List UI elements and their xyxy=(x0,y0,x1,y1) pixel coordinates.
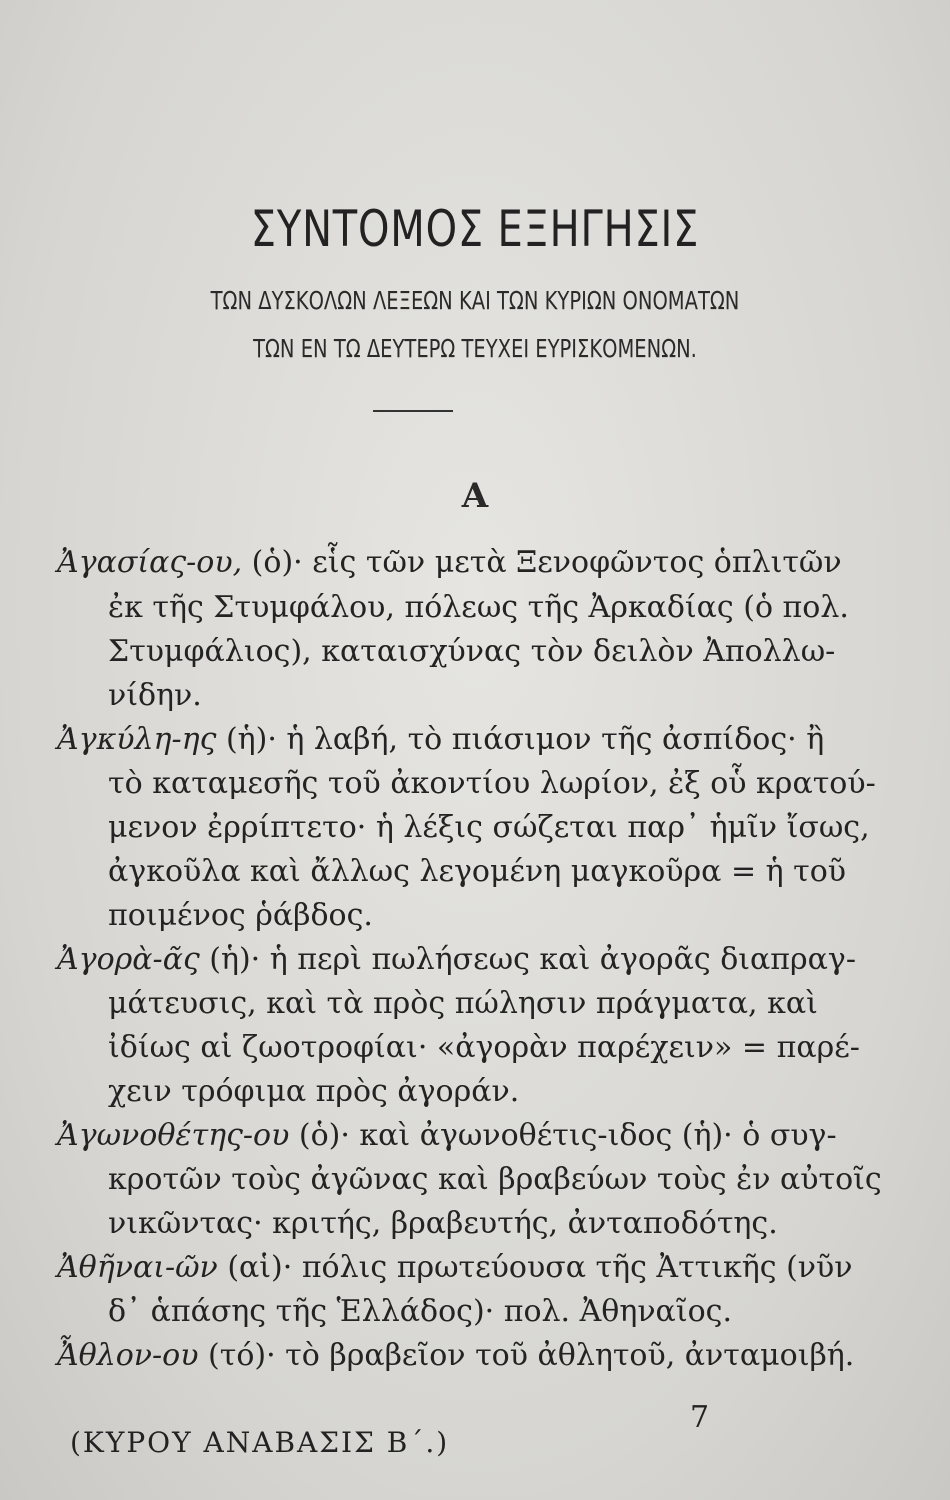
entry-line xyxy=(57,1338,854,1373)
entry-line xyxy=(108,986,818,1021)
section-letter: Α xyxy=(461,476,489,516)
entry-line xyxy=(108,1294,732,1329)
entry-lemma: Ἀγορὰ-ᾶς xyxy=(57,942,200,977)
entry-line xyxy=(108,590,849,625)
entry-line xyxy=(57,942,856,977)
entry-line xyxy=(57,722,824,757)
entry-text: μενον ἐρρίπτετο· ἡ λέξις σώζεται παρ᾽ ἡμῖν ἴσως, xyxy=(108,810,870,845)
entry-text: μάτευσις, καὶ τὰ πρὸς πώλησιν πράγματα, καὶ xyxy=(108,986,818,1021)
entry-text: (τό)· τὸ βραβεῖον τοῦ ἀθλητοῦ, ἀνταμοιβή. xyxy=(198,1338,855,1373)
entry-text: δ᾽ ἁπάσης τῆς Ἑλλάδος)· πολ. Ἀθηναῖος. xyxy=(108,1294,732,1329)
entry-line xyxy=(108,898,373,933)
entry-lemma: Ἆθλον-ου xyxy=(57,1338,199,1373)
entry-text: ποιμένος ῥάβδος. xyxy=(108,898,373,933)
subtitle-line-2: ΤΩΝ ΕΝ ΤΩ ΔΕΥΤΕΡΩ ΤΕΥΧΕΙ ΕΥΡΙΣΚΟΜΕΝΩΝ. xyxy=(253,334,697,363)
signature-number: 7 xyxy=(690,1400,710,1435)
entry-line xyxy=(57,1118,837,1153)
entry-text: κροτῶν τοὺς ἀγῶνας καὶ βραβεύων τοὺς ἐν αὐτοῖς xyxy=(108,1162,882,1197)
printer-signature: (ΚΥΡΟΥ ΑΝΑΒΑΣΙΣ Β΄.) xyxy=(70,1426,450,1459)
entry-line xyxy=(108,766,876,801)
entry-line xyxy=(108,1074,519,1109)
entry-line xyxy=(108,854,846,889)
entry-text: ἐκ τῆς Στυμφάλου, πόλεως τῆς Ἀρκαδίας (ὁ πολ. xyxy=(108,590,849,625)
entry-text: (ἡ)· ἡ λαβή, τὸ πιάσιμον τῆς ἀσπίδος· ἢ xyxy=(216,722,825,757)
entry-text: νικῶντας· κριτής, βραβευτής, ἀνταποδότης. xyxy=(108,1206,778,1241)
subtitle-line-1: ΤΩΝ ΔΥΣΚΟΛΩΝ ΛΕΞΕΩΝ ΚΑΙ ΤΩΝ ΚΥΡΙΩΝ ΟΝΟΜΑΤΩΝ xyxy=(210,286,740,315)
entry-text: τὸ καταμεσῆς τοῦ ἀκοντίου λωρίον, ἐξ οὗ κρατού- xyxy=(108,766,876,801)
page-title: ΣΥΝΤΟΜΟΣ ΕΞΗΓΗΣΙΣ xyxy=(250,200,700,258)
entry-text: ἰδίως αἱ ζωοτροφίαι· «ἀγορὰν παρέχειν» = παρέ- xyxy=(108,1030,860,1065)
entry-line xyxy=(108,1162,882,1197)
entry-line xyxy=(108,1206,778,1241)
entry-lemma: Ἀγκύλη-ης xyxy=(57,722,217,757)
entry-text: (ὁ)· εἷς τῶν μετὰ Ξενοφῶντος ὁπλιτῶν xyxy=(242,545,842,580)
entry-line xyxy=(108,678,202,713)
entry-text: νίδην. xyxy=(108,678,202,713)
entry-lemma: Ἀθῆναι-ῶν xyxy=(57,1250,218,1285)
entry-lemma: Ἀγασίας-ου, xyxy=(57,545,243,580)
entry-line xyxy=(108,1030,860,1065)
entry-text: (ἡ)· ἡ περὶ πωλήσεως καὶ ἀγορᾶς διαπραγ- xyxy=(199,942,856,977)
title-divider xyxy=(373,410,453,412)
entry-line xyxy=(108,634,835,669)
entry-text: (αἱ)· πόλις πρωτεύουσα τῆς Ἀττικῆς (νῦν xyxy=(217,1250,853,1285)
entry-line xyxy=(57,545,842,580)
entry-line xyxy=(57,1250,853,1285)
entry-lemma: Ἀγωνοθέτης-ου xyxy=(57,1118,290,1153)
entry-line xyxy=(108,810,870,845)
entry-text: Στυμφάλιος), καταισχύνας τὸν δειλὸν Ἀπολλω- xyxy=(108,634,836,669)
entry-text: χειν τρόφιμα πρὸς ἀγοράν. xyxy=(108,1074,520,1109)
entry-text: ἀγκοῦλα καὶ ἄλλως λεγομένη μαγκοῦρα = ἡ τοῦ xyxy=(108,854,847,889)
entry-text: (ὁ)· καὶ ἀγωνοθέτις-ιδος (ἡ)· ὁ συγ- xyxy=(289,1118,837,1153)
